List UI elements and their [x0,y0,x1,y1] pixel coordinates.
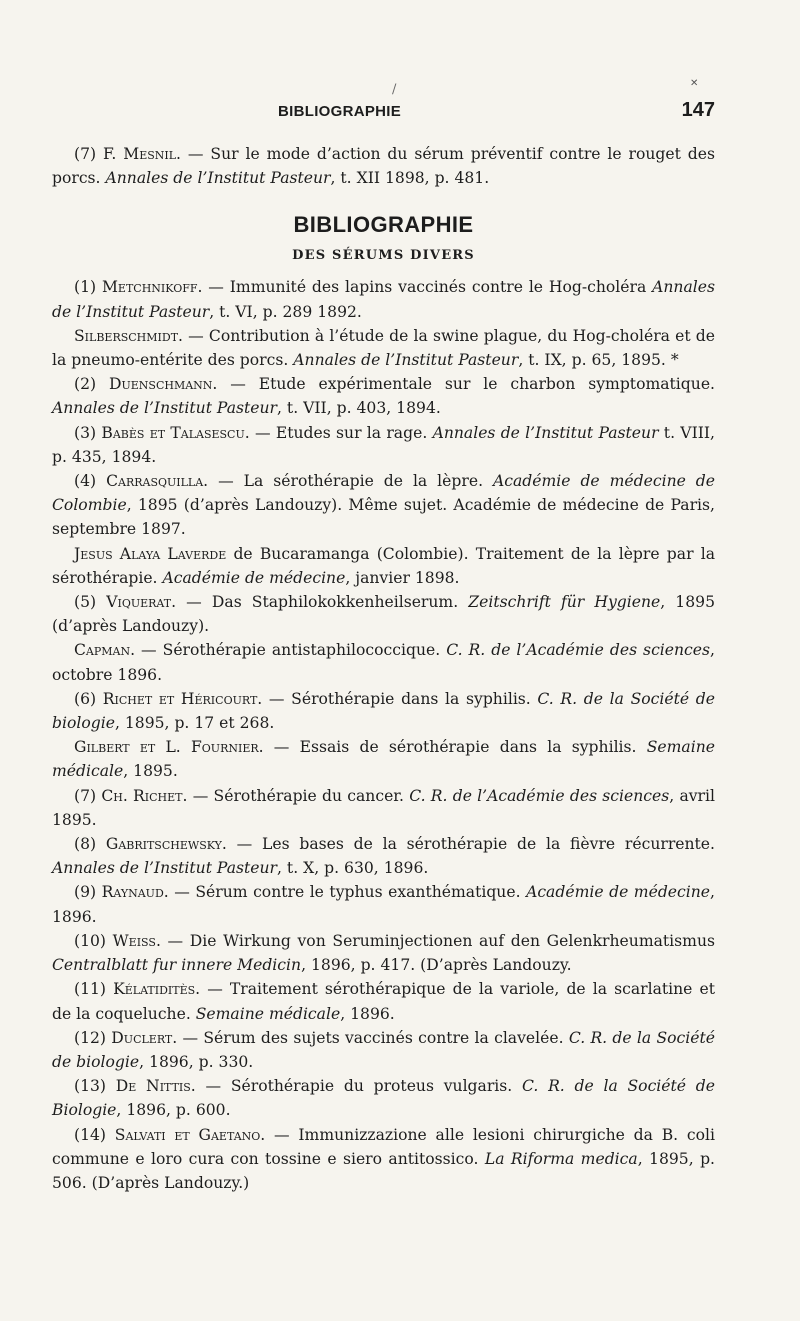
bibliography-entry [52,977,715,1025]
entry-journal: C. R. de la Société de biologie [52,689,715,733]
bibliography-entry [52,832,715,880]
bibliography-entry [52,542,715,590]
section-subheading: DES SÉRUMS DIVERS [292,248,475,264]
entry-text: . — Traitement sérothérapique de la variole, de la scarlatine et de la coqueluche. [52,980,715,1023]
entry-rest: , 1896. [340,1004,395,1023]
entry-journal: Zeitschrift für Hygiene [468,593,661,612]
entry-rest: , 1895 (d’après Landouzy). [52,593,715,636]
bibliography-entry [52,275,715,323]
entry-number: (9) [74,883,102,902]
entry-rest: , 1895, p. 17 et 268. [114,714,275,733]
entry-author: Richet et Héricourt [102,689,258,708]
entry-rest: , t. VI, p. 289 1892. [209,302,362,321]
entry-journal: C. R. de la Société de biologie [52,1028,715,1071]
bibliography-entry [52,929,715,977]
section-heading: BIBLIOGRAPHIE [293,212,474,238]
entry-text: . — Immunité des lapins vaccinés contre le Hog-choléra [197,278,653,297]
page-body [52,142,715,1195]
entry-text: de Bucaramanga (Colombie). Traitement de la lèpre par la sérothérapie. [52,544,715,587]
entry-text: . — Das Staphilokokkenheilserum. [171,593,469,612]
entry-journal: Annales de l’Institut Pasteur [52,859,278,878]
page-number: 147 [681,99,715,121]
entry-text: . — Sérothérapie dans la syphilis. [257,689,538,708]
entry-number: (8) [74,835,106,854]
bibliography-entry [52,372,715,420]
entry-author: Ch. Richet [101,786,183,805]
entry-rest: , 1895. [123,762,178,781]
entry-number: (14) [74,1125,115,1144]
page-header [120,99,715,125]
entry-author: F. Mesnil [102,145,177,163]
entry-text: . — Etude expérimentale sur le charbon symptomatique. [212,375,716,394]
entry-journal: Annales de l’Institut Pasteur [52,399,278,418]
entry-number: (4) [74,472,107,491]
entry-rest: , t. XII 1898, p. 481. [330,169,490,188]
entry-author: De Nittis [115,1077,191,1096]
entry-number: (13) [74,1077,116,1096]
entry-journal: C. R. de l’Académie des sciences [409,786,670,805]
entry-author: Duclert [111,1028,173,1047]
bibliography-entry [52,1074,715,1122]
entry-text: . — Etudes sur la rage. [244,423,433,442]
entry-rest: t. VIII, p. 435, 1894. [52,423,716,466]
entry-journal: C. R. de la Société de Biologie [52,1077,715,1120]
entry-author: Babès et Talasescu [101,423,245,442]
bibliography-entry [52,784,715,832]
entry-rest: , avril 1895. [52,786,715,829]
entry-text: . — Immunizzazione alle lesioni chirurgiche da B. coli commune e loro cura con tossine e siero antitossico. [52,1125,715,1168]
entry-number: (1) [74,278,102,297]
entry-author: Carrasquilla [106,472,204,491]
bibliography-entry [52,735,715,783]
entry-text: . — Contribution à l’étude de la swine plague, du Hog-choléra et de la pneumo-entérite des porcs. [52,326,715,370]
bibliography-entry [52,1026,715,1074]
entry-rest: , 1896, p. 417. (D’après Landouzy. [301,956,572,975]
entry-journal: Académie de médecine de Colombie [52,472,716,515]
entry-number: (7) [74,786,102,805]
entry-text: . — Sérum des sujets vaccinés contre la clavelée. [172,1028,569,1047]
entry-number: (10) [74,931,113,950]
entry-text: . — Sérum contre le typhus exanthématique. [163,883,527,902]
bibliography-entry [52,638,715,686]
entry-number: (2) [74,375,109,394]
entry-rest: , 1896. [52,883,715,926]
entry-author: Weiss [112,931,156,950]
bibliography-entry [52,590,715,638]
bibliography-entry [52,469,715,542]
entry-text: . — Sérothérapie du cancer. [182,786,410,805]
entry-journal: Académie de médecine [526,883,711,902]
entry-author: Metchnikoff [101,278,198,297]
entry-number: (7) [74,145,103,163]
stray-mark: ✕ [690,78,699,89]
bibliography-entry-top [52,142,715,190]
bibliography-list [52,275,715,1195]
entry-author: Kélatiditès [113,980,196,999]
entry-rest: , octobre 1896. [52,641,715,684]
entry-journal: Centralblatt fur innere Medicin [52,956,302,975]
entry-text: . — Sérothérapie du proteus vulgaris. [190,1077,522,1096]
entry-rest: , 1895 (d’après Landouzy). Même sujet. Académie de médecine de Paris, septembre 1897. [52,496,715,539]
entry-text: . — La sérothérapie de la lèpre. [203,472,493,491]
entry-author: Salvati et Gaetano [114,1125,261,1144]
entry-journal: Annales de l’Institut Pasteur [105,169,331,188]
entry-journal: Académie de médecine [162,568,346,587]
entry-rest: , t. VII, p. 403, 1894. [277,399,441,418]
entry-rest: , t. X, p. 630, 1896. [277,859,429,878]
bibliography-entry [52,687,715,735]
entry-author: Gabritschewsky [105,835,222,854]
entry-text: . — Die Wirkung von Seruminjectionen auf den Gelenkrheumatismus [155,931,715,950]
entry-journal: Semaine médicale [195,1004,341,1023]
bibliography-entry [52,421,715,469]
entry-author: Duenschmann [108,375,213,394]
entry-journal: C. R. de l’Académie des sciences [446,641,711,660]
entry-number: (6) [74,689,103,708]
bibliography-entry [52,1123,715,1196]
entry-text: . — Essais de sérothérapie dans la syphilis. [258,738,647,757]
entry-author: Raynaud [101,883,164,902]
entry-rest: , t. IX, p. 65, 1895. * [518,351,679,370]
entry-author: Gilbert et L. Fournier [74,738,259,757]
entry-journal: Semaine médicale [52,738,715,781]
entry-number: (5) [74,593,107,612]
entry-journal: Annales de l’Institut Pasteur [52,278,715,321]
entry-journal: Annales de l’Institut Pasteur [293,351,519,370]
bibliography-entry [52,324,715,372]
entry-number: (11) [74,980,114,999]
running-title: BIBLIOGRAPHIE [278,103,402,120]
entry-text: . — Les bases de la sérothérapie de la fièvre récurrente. [221,835,715,854]
entry-rest: , 1895, p. 506. (D’après Landouzy.) [52,1149,716,1192]
bibliography-entry [52,880,715,928]
entry-text: . — Sérothérapie antistaphilococcique. [130,641,447,660]
entry-number: (3) [74,423,102,442]
entry-author: Silberschmidt [74,326,179,345]
entry-author: Jesus Alaya Laverde [74,544,227,563]
stray-slash: / [392,82,397,97]
entry-rest: , 1896, p. 330. [139,1052,254,1071]
entry-rest: , janvier 1898. [345,568,460,587]
entry-author: Viquerat [106,593,172,612]
entry-text: . — Sur le mode d’action du sérum préventif contre le rouget des porcs. [52,145,715,188]
entry-author: Capman [74,641,131,660]
entry-journal: La Riforma medica [484,1149,638,1168]
entry-number: (12) [74,1028,112,1047]
entry-rest: , 1896, p. 600. [116,1101,231,1120]
entry-journal: Annales de l’Institut Pasteur [432,423,659,442]
